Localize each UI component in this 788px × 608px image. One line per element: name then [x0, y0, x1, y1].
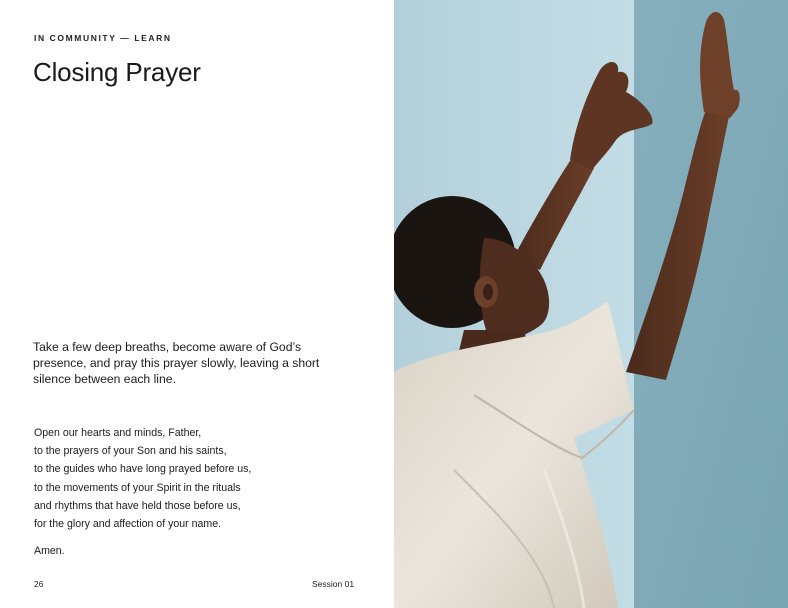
prayer-line: and rhythms that have held those before us,	[34, 499, 241, 512]
intro-paragraph: Take a few deep breaths, become aware of God’s presence, and pray this prayer slowly, leaving a short silence between each line.	[33, 340, 320, 386]
prayer-line: to the movements of your Spirit in the rituals	[34, 481, 241, 494]
prayer-text	[34, 424, 334, 533]
section-eyebrow: IN COMMUNITY — LEARN	[34, 33, 172, 43]
page-title: Closing Prayer	[33, 57, 201, 87]
prayer-line: to the prayers of your Son and his saints,	[34, 445, 227, 458]
prayer-photo	[394, 0, 788, 608]
prayer-closing: Amen.	[34, 545, 65, 557]
prayer-line: for the glory and affection of your name.	[34, 518, 222, 531]
prayer-line: to the guides who have long prayed before us,	[34, 463, 252, 476]
photo-page	[394, 0, 788, 608]
page-number: 26	[34, 579, 44, 589]
prayer-line: Open our hearts and minds, Father,	[34, 427, 202, 439]
session-label: Session 01	[312, 579, 355, 589]
